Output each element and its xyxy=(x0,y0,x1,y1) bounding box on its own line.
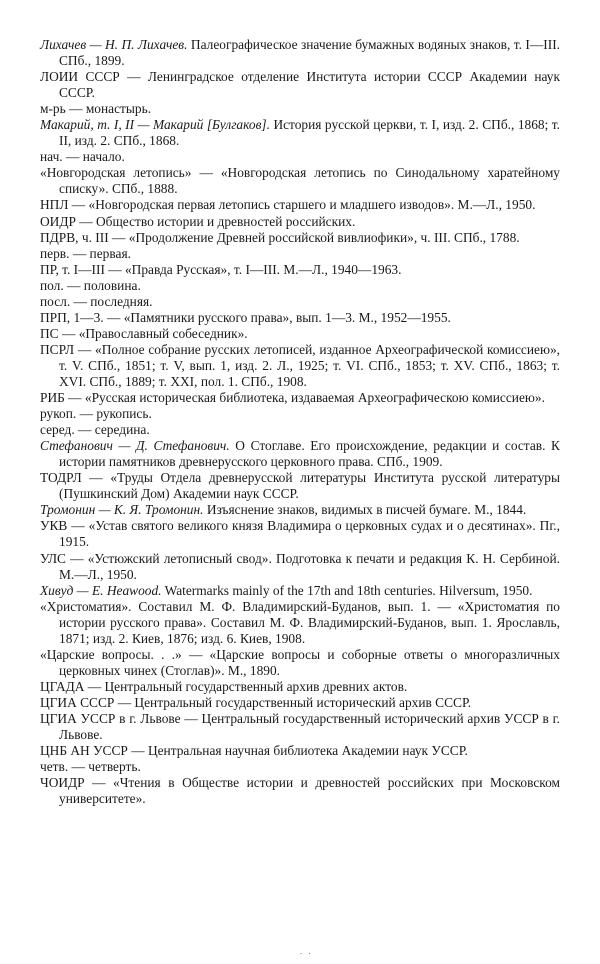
abbreviation-entry: «Новгородская летопись» — «Новгородская летопись по Синодальному харатейному списку». СПб., 1888. xyxy=(40,165,560,197)
abbreviation-entry: ПР, т. I—III — «Правда Русская», т. I—III. М.—Л., 1940—1963. xyxy=(40,261,402,277)
abbreviation-entry: ЧОИДР — «Чтения в Обществе истории и древностей российских при Московском университете». xyxy=(40,775,560,807)
abbreviation-entry: рукоп. — рукопись. xyxy=(40,406,152,422)
entry-author-italic: Макарий, т. I, II — Макарий [Булгаков]. xyxy=(40,117,270,133)
abbreviations-list xyxy=(40,37,560,807)
abbreviation-entry: ЦНБ АН УССР — Центральная научная библиотека Академии наук УССР. xyxy=(40,743,468,759)
abbreviation-entry: м-рь — монастырь. xyxy=(40,101,152,117)
abbreviation-entry: ЦГАДА — Центральный государственный архив древних актов. xyxy=(40,678,408,694)
abbreviation-entry: ЛОИИ СССР — Ленинградское отделение Института истории СССР Академии наук СССР. xyxy=(40,69,560,101)
abbreviation-entry xyxy=(40,438,560,470)
entry-text: Изъяснение знаков, видимых в писчей бумаге. М., 1844. xyxy=(203,502,527,518)
abbreviation-entry: НПЛ — «Новгородская первая летопись старшего и младшего изводов». М.—Л., 1950. xyxy=(40,197,536,213)
abbreviation-entry: посл. — последняя. xyxy=(40,293,153,309)
abbreviation-entry: четв. — четверть. xyxy=(40,759,141,775)
abbreviation-entry xyxy=(40,583,560,599)
abbreviation-entry: нач. — начало. xyxy=(40,149,125,165)
page-footer-mark: . . xyxy=(300,946,313,956)
abbreviation-entry: УЛС — «Устюжский летописный свод». Подготовка к печати и редакция К. Н. Сербиной. М.—Л., 1950. xyxy=(40,550,560,582)
abbreviation-entry xyxy=(40,117,560,149)
abbreviation-entry xyxy=(40,502,560,518)
abbreviation-entry: перв. — первая. xyxy=(40,245,131,261)
entry-author-italic: Лихачев — Н. П. Лихачев. xyxy=(40,37,188,52)
entry-author-italic: Хивуд — E. Heawood. xyxy=(40,582,162,598)
abbreviation-entry xyxy=(40,37,560,69)
abbreviation-entry: РИБ — «Русская историческая библиотека, издаваемая Археографическою комиссиею». xyxy=(40,390,545,406)
entry-text: Watermarks mainly of the 17th and 18th centuries. Hilversum, 1950. xyxy=(161,582,533,598)
entry-author-italic: Тромонин — К. Я. Тромонин. xyxy=(40,502,204,518)
abbreviation-entry: ОИДР — Общество истории и древностей российских. xyxy=(40,213,356,229)
abbreviation-entry: пол. — половина. xyxy=(40,277,141,293)
abbreviation-entry: УКВ — «Устав святого великого князя Владимира о церковных судах и о десятинах». Пг., 1915. xyxy=(40,518,560,550)
abbreviation-entry: «Христоматия». Составил М. Ф. Владимирский-Буданов, вып. 1. — «Христоматия по истории русского права». Составил М. Ф. Владимирский-Буданов, вып. 1. Ярославль, 1871; изд. 2. Киев, 1876; изд. 6. Киев, 1908. xyxy=(40,598,560,646)
abbreviation-entry: ПДРВ, ч. III — «Продолжение Древней российской вивлиофики», ч. III. СПб., 1788. xyxy=(40,229,520,245)
entry-text: Палеографическое значение бумажных водяных знаков, т. I—III. СПб., 1899. xyxy=(59,37,560,69)
entry-text: История русской церкви, т. I, изд. 2. СПб., 1868; т. II, изд. 2. СПб., 1868. xyxy=(59,117,560,149)
abbreviation-entry: «Царские вопросы. . .» — «Царские вопросы и соборные ответы о многоразличных церковных чинех (Стоглав)». М., 1890. xyxy=(40,646,560,678)
abbreviation-entry: ЦГИА УССР в г. Львове — Центральный государственный исторический архив УССР в г. Львове. xyxy=(40,710,560,743)
abbreviation-entry: серед. — середина. xyxy=(40,422,150,438)
abbreviation-entry: ПСРЛ — «Полное собрание русских летописей, изданное Археографической комиссиею», т. V. СПб., 1851; т. V, вып. 1, изд. 2. Л., 1925; т. VI. СПб., 1853; т. XV. СПб., 1863; т. XVI. СПб., 1889; т. XXI, пол. 1. СПб., 1908. xyxy=(40,341,560,389)
abbreviation-entry: ПС — «Православный собеседник». xyxy=(40,325,248,341)
entry-text: О Стоглаве. Его происхождение, редакции и состав. К истории памятников древнерусского церковного права. СПб., 1909. xyxy=(59,438,560,470)
abbreviation-entry: ТОДРЛ — «Труды Отдела древнерусской литературы Института русской литературы (Пушкинский Дом) Академии наук СССР. xyxy=(40,470,560,502)
entry-author-italic: Стефанович — Д. Стефанович. xyxy=(40,438,230,454)
abbreviation-entry: ПРП, 1—3. — «Памятники русского права», вып. 1—3. М., 1952—1955. xyxy=(40,309,451,325)
abbreviation-entry: ЦГИА СССР — Центральный государственный исторический архив СССР. xyxy=(40,694,472,710)
